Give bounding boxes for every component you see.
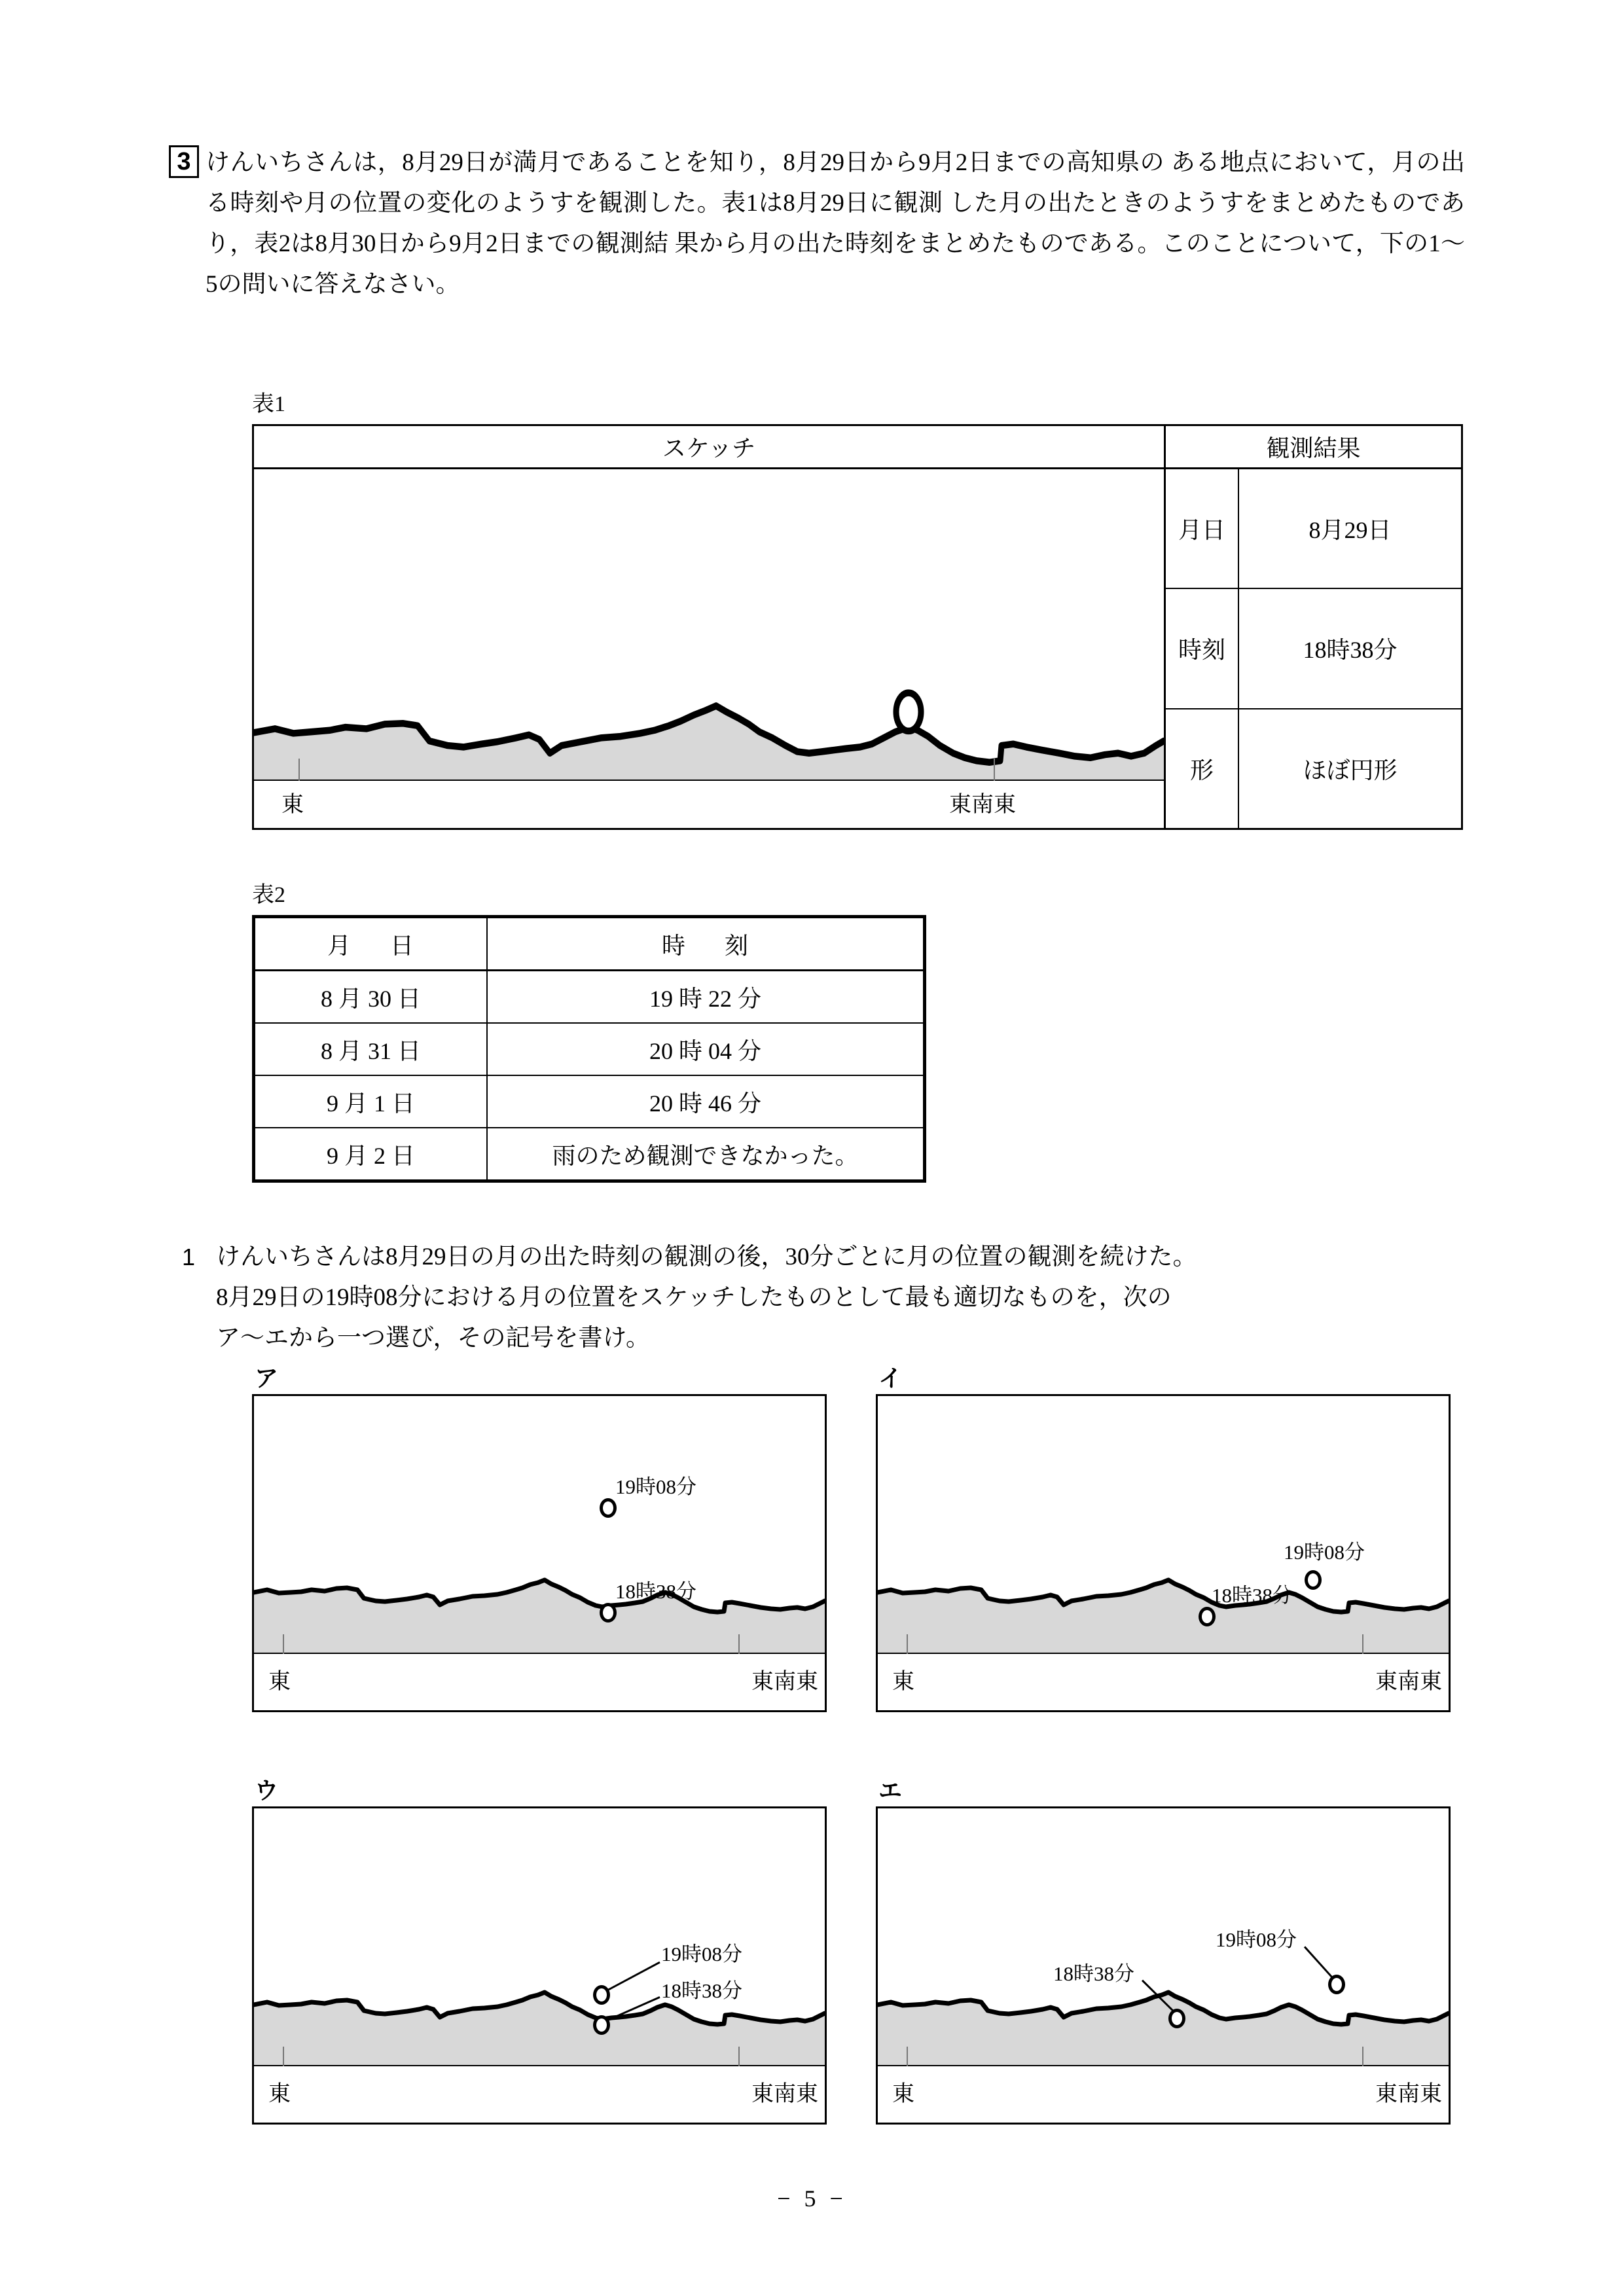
moon-marker-e-1908 [1328, 1975, 1345, 1994]
option-frame-e [876, 1806, 1451, 2125]
horizon-svg-main [254, 469, 1164, 828]
q1-line-1: けんいちさんは8月29日の月の出た時刻の観測の後，30分ごとに月の位置の観測を続けた。 [216, 1244, 1197, 1270]
intro-line-4: 果から月の出た時刻をまとめたものである。このことについて，下の1〜5の問いに答えなさい。 [206, 230, 1465, 298]
table-row [255, 1075, 924, 1128]
direction-tick-ese-main [994, 759, 995, 781]
direction-strip-i [878, 1653, 1449, 1710]
direction-tick-ese-i [1362, 1634, 1363, 1654]
moon-marker-u-1838 [593, 2015, 610, 2035]
q1-line-3: ア〜エから一つ選び，その記号を書け。 [216, 1325, 651, 1352]
table2-time-0: 19 時 22 分 [487, 971, 924, 1024]
table1-sketch-column [254, 426, 1166, 828]
table1-sketch-cell [254, 469, 1164, 828]
horizon-svg-i [878, 1396, 1449, 1653]
table1-observation-header: 観測結果 [1166, 426, 1461, 469]
moon-time-label-a-1838: 18時38分 [615, 1580, 696, 1603]
option-frame-a [252, 1394, 827, 1712]
table1-caption: 表1 [252, 392, 285, 416]
table2 [252, 915, 926, 1183]
table1-label-time: 時刻 [1166, 589, 1239, 708]
option-panel-u[interactable] [252, 1777, 827, 2125]
table1-row-shape [1166, 709, 1461, 828]
moon-marker-u-1908 [593, 1985, 610, 2005]
sub-question-1-marker: 1 [182, 1244, 196, 1270]
table1 [252, 424, 1463, 830]
table1-label-date: 月日 [1166, 469, 1239, 588]
option-letter-a: ア [255, 1365, 279, 1391]
direction-tick-east-main [298, 759, 300, 781]
moon-marker-a-1838 [600, 1603, 617, 1623]
moon-time-label-e-1838: 18時38分 [1053, 1962, 1134, 1985]
table-row [255, 971, 924, 1024]
direction-tick-ese-u [738, 2047, 740, 2066]
q1-line-2: 8月29日の19時08分における月の位置をスケッチしたものとして最も適切なものを，次の [216, 1284, 1172, 1311]
table2-date-2: 9 月 1 日 [255, 1075, 487, 1128]
moon-time-label-i-1838: 18時38分 [1212, 1584, 1293, 1607]
intro-line-1: けんいちさんは，8月29日が満月であることを知り，8月29日から9月2日までの高知県の [206, 149, 1165, 176]
question-intro-text [206, 143, 1465, 305]
question-number-box: 3 [169, 145, 199, 178]
moon-time-label-e-1908: 19時08分 [1216, 1928, 1297, 1951]
option-panel-i[interactable] [876, 1365, 1451, 1712]
table2-header-time: 時 刻 [487, 918, 924, 971]
table1-label-shape: 形 [1166, 709, 1239, 828]
question-intro [169, 143, 1465, 305]
direction-label-east-u: 東 [268, 2082, 291, 2106]
table2-time-1: 20 時 04 分 [487, 1023, 924, 1075]
moon-marker-a-1908 [600, 1498, 617, 1518]
direction-label-ese-a: 東南東 [751, 1670, 818, 1694]
table1-value-shape: ほぼ円形 [1303, 757, 1398, 783]
table2-time-3: 雨のため観測できなかった。 [487, 1128, 924, 1180]
direction-tick-ese-a [738, 1634, 740, 1654]
direction-label-east-e: 東 [892, 2082, 914, 2106]
direction-tick-east-i [907, 1634, 908, 1654]
table-row [255, 1128, 924, 1180]
table2-time-2: 20 時 46 分 [487, 1075, 924, 1128]
direction-tick-east-e [907, 2047, 908, 2066]
table-row [255, 1023, 924, 1075]
moon-marker-i-1838 [1199, 1607, 1216, 1626]
option-panel-a[interactable] [252, 1365, 827, 1712]
option-letter-e: エ [878, 1777, 903, 1804]
table2-date-1: 8 月 31 日 [255, 1023, 487, 1075]
horizon-svg-e [878, 1808, 1449, 2065]
table1-observation-column [1166, 426, 1461, 828]
table2-header-date: 月 日 [255, 918, 487, 971]
option-panel-e[interactable] [876, 1777, 1451, 2125]
direction-tick-ese-e [1362, 2047, 1363, 2066]
table1-value-time: 18時38分 [1303, 637, 1398, 664]
direction-label-east-main: 東 [281, 793, 304, 817]
table1-sketch-header: スケッチ [254, 426, 1164, 469]
moon-marker-main [896, 693, 921, 731]
direction-tick-east-u [283, 2047, 284, 2066]
horizon-svg-u [254, 1808, 825, 2065]
option-frame-i [876, 1394, 1451, 1712]
table2-date-3: 9 月 2 日 [255, 1128, 487, 1180]
moon-marker-i-1908 [1305, 1570, 1322, 1590]
page-number: − 5 − [777, 2185, 847, 2212]
moon-time-label-i-1908: 19時08分 [1284, 1541, 1365, 1564]
option-letter-i: イ [878, 1365, 903, 1391]
direction-strip-a [254, 1653, 825, 1710]
direction-strip-e [878, 2065, 1449, 2123]
horizon-sketch-i [878, 1396, 1449, 1653]
table2-date-0: 8 月 30 日 [255, 971, 487, 1024]
horizon-sketch-main [254, 469, 1164, 828]
sub-question-1 [182, 1237, 1465, 1359]
direction-strip-u [254, 2065, 825, 2123]
moon-time-label-a-1908: 19時08分 [615, 1475, 696, 1498]
moon-marker-e-1838 [1168, 2009, 1185, 2028]
table1-value-date: 8月29日 [1308, 517, 1392, 544]
sub-question-1-text [216, 1237, 1465, 1359]
direction-label-ese-u: 東南東 [751, 2082, 818, 2106]
moon-time-label-u-1838: 18時38分 [661, 1979, 742, 2002]
option-letter-u: ウ [255, 1777, 279, 1804]
moon-time-label-u-1908: 19時08分 [661, 1943, 742, 1965]
direction-label-ese-main: 東南東 [949, 793, 1016, 817]
direction-label-ese-e: 東南東 [1375, 2082, 1442, 2106]
table2-header-row [255, 918, 924, 971]
intro-line-3: した月の出たときのようすをまとめたものであり，表2は8月30日から9月2日までの観測結 [206, 190, 1466, 257]
horizon-svg-a [254, 1396, 825, 1653]
table1-row-time [1166, 589, 1461, 709]
horizon-sketch-u [254, 1808, 825, 2065]
table1-row-date [1166, 469, 1461, 589]
option-frame-u [252, 1806, 827, 2125]
horizon-sketch-a [254, 1396, 825, 1653]
intro-line-2: ある地点において，月の出る時刻や月の位置の変化のようすを観測した。表1は8月29日に観測 [206, 149, 1466, 217]
table2-caption: 表2 [252, 883, 285, 907]
direction-label-east-a: 東 [268, 1670, 291, 1694]
horizon-sketch-e [878, 1808, 1449, 2065]
direction-label-east-i: 東 [892, 1670, 914, 1694]
direction-label-ese-i: 東南東 [1375, 1670, 1442, 1694]
direction-strip-main [254, 780, 1164, 828]
direction-tick-east-a [283, 1634, 284, 1654]
